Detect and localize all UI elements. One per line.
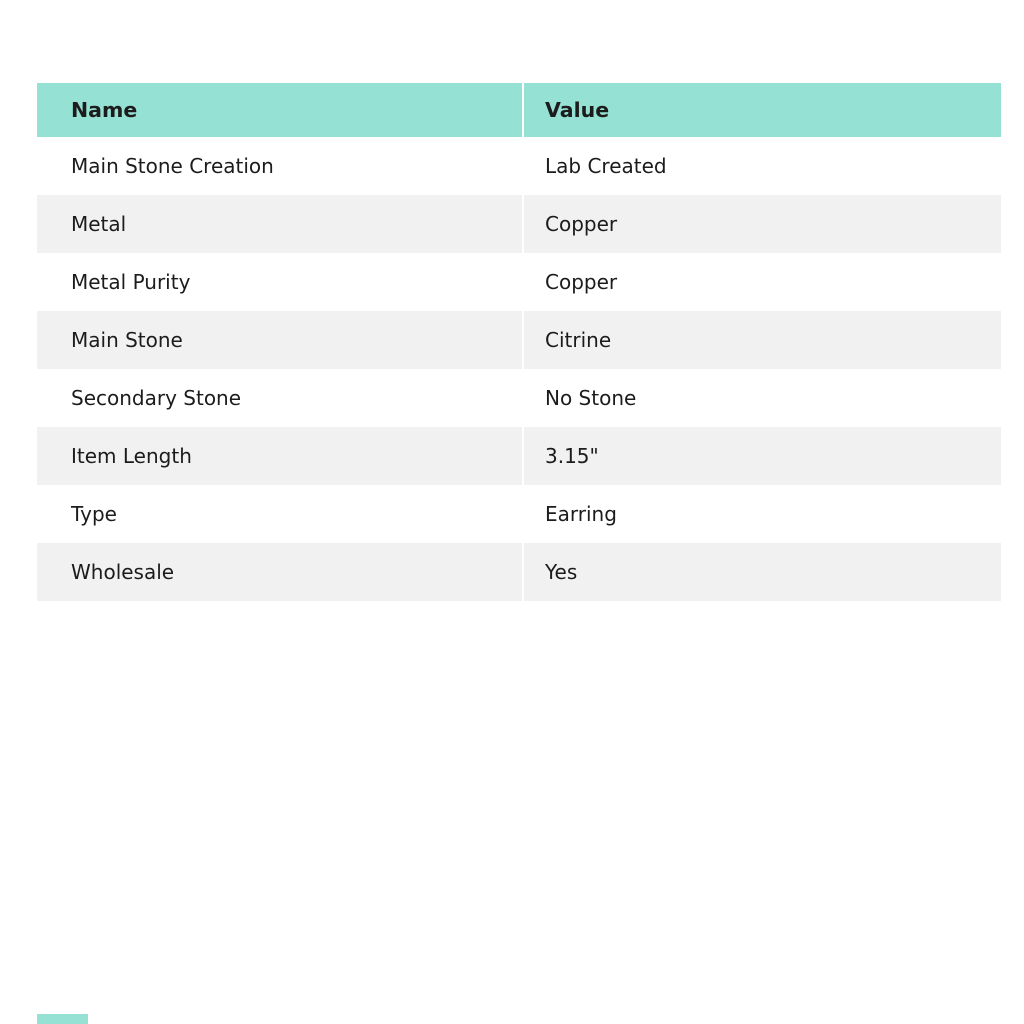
table-row bbox=[37, 427, 1001, 485]
table-row bbox=[37, 485, 1001, 543]
table-row bbox=[37, 543, 1001, 601]
table-row bbox=[37, 369, 1001, 427]
attribute-value-label: Copper bbox=[545, 212, 618, 236]
table-body bbox=[37, 137, 1001, 601]
attribute-value-cell bbox=[524, 253, 1001, 311]
attribute-name-label: Main Stone bbox=[71, 328, 183, 352]
table-header-row bbox=[37, 83, 1001, 137]
table-row bbox=[37, 253, 1001, 311]
table-row bbox=[37, 311, 1001, 369]
attribute-name-cell bbox=[37, 543, 522, 601]
attribute-value-cell bbox=[524, 369, 1001, 427]
attribute-name-label: Metal Purity bbox=[71, 270, 191, 294]
attribute-value-label: No Stone bbox=[545, 386, 637, 410]
next-table-header-peek bbox=[37, 1014, 88, 1024]
table-row bbox=[37, 195, 1001, 253]
attribute-name-cell bbox=[37, 311, 522, 369]
attribute-name-cell bbox=[37, 253, 522, 311]
attribute-value-label: Copper bbox=[545, 270, 618, 294]
header-value-label: Value bbox=[545, 98, 610, 122]
table-row bbox=[37, 137, 1001, 195]
header-cell-name bbox=[37, 83, 522, 137]
header-cell-value bbox=[524, 83, 1001, 137]
header-name-label: Name bbox=[71, 98, 138, 122]
attribute-value-cell bbox=[524, 427, 1001, 485]
attribute-value-label: Yes bbox=[545, 560, 578, 584]
attribute-name-cell bbox=[37, 369, 522, 427]
attribute-value-label: Earring bbox=[545, 502, 617, 526]
attribute-name-label: Secondary Stone bbox=[71, 386, 242, 410]
attribute-value-cell bbox=[524, 311, 1001, 369]
attribute-value-cell bbox=[524, 543, 1001, 601]
attribute-value-label: 3.15" bbox=[545, 444, 599, 468]
attribute-name-cell bbox=[37, 427, 522, 485]
attribute-name-label: Item Length bbox=[71, 444, 192, 468]
attribute-value-cell bbox=[524, 195, 1001, 253]
attribute-value-label: Citrine bbox=[545, 328, 612, 352]
attribute-name-cell bbox=[37, 195, 522, 253]
attribute-value-cell bbox=[524, 485, 1001, 543]
attribute-value-cell bbox=[524, 137, 1001, 195]
attribute-name-label: Main Stone Creation bbox=[71, 154, 274, 178]
attribute-name-cell bbox=[37, 485, 522, 543]
attribute-value-label: Lab Created bbox=[545, 154, 667, 178]
attribute-name-label: Type bbox=[71, 502, 117, 526]
attribute-name-label: Wholesale bbox=[71, 560, 175, 584]
attributes-table bbox=[37, 83, 1001, 601]
attribute-name-cell bbox=[37, 137, 522, 195]
attribute-name-label: Metal bbox=[71, 212, 127, 236]
